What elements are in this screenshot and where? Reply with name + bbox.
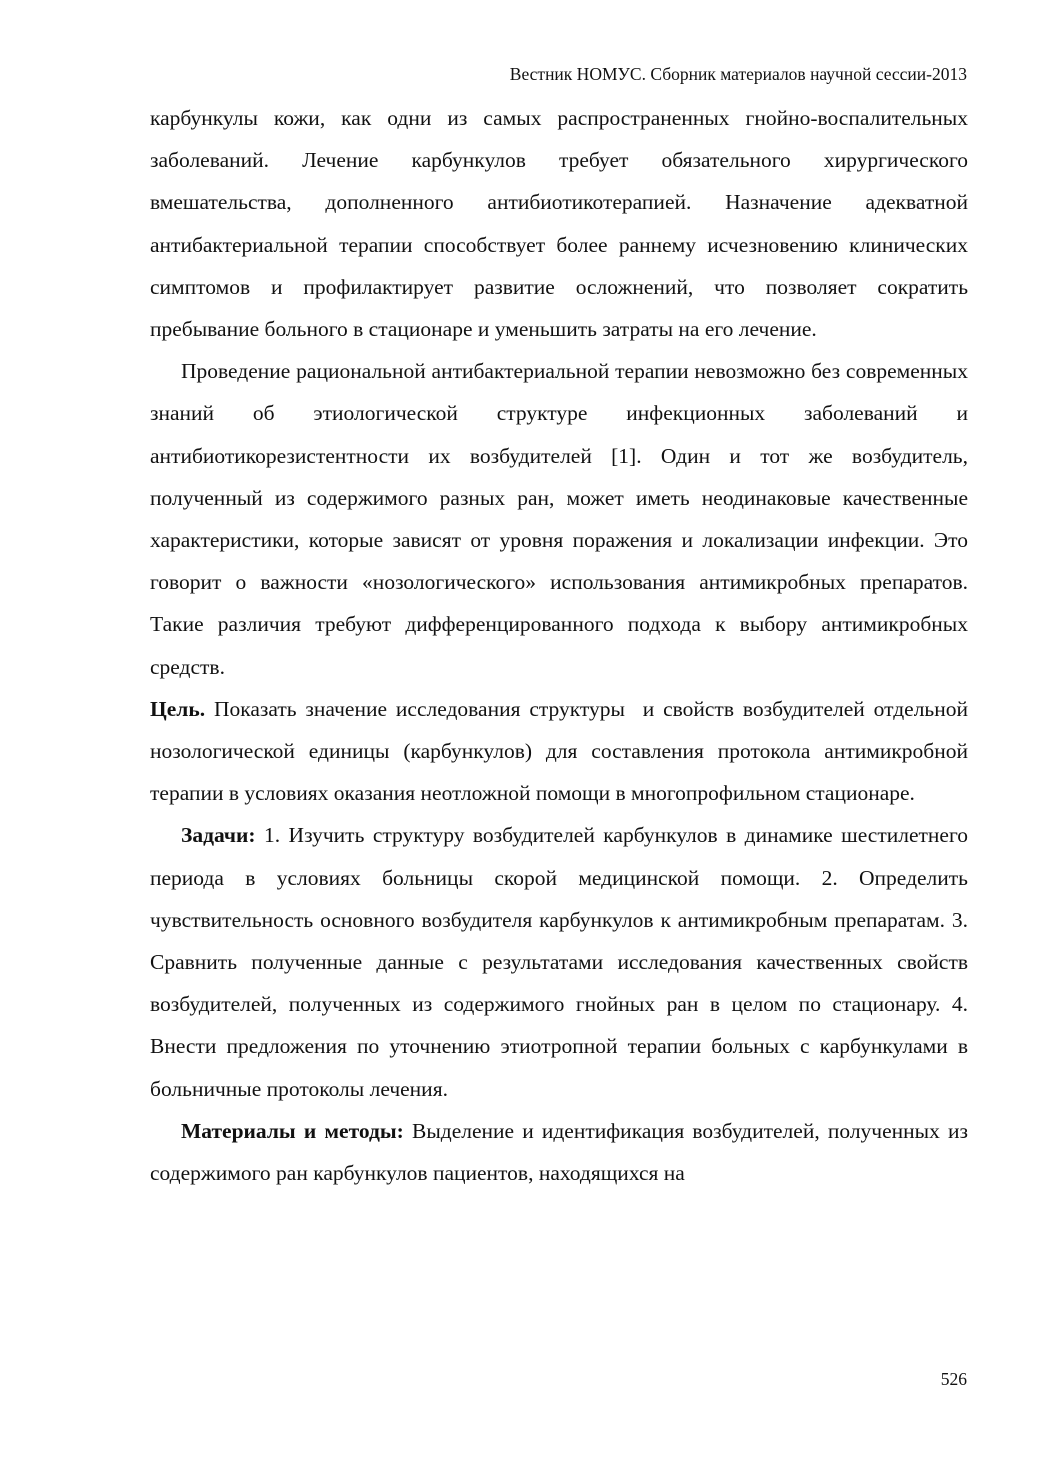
body-text (150, 97, 979, 1194)
methods-heading: Материалы и методы: (181, 1118, 404, 1143)
goal-heading: Цель. (150, 696, 206, 721)
paragraph-methods (150, 1110, 968, 1194)
page-number: 526 (940, 1369, 967, 1389)
paragraph-intro-continued (150, 97, 968, 350)
paragraph-tasks (150, 814, 968, 1109)
paragraph-text: 1. Изучить структуру возбудителей карбункулов в динамике шестилетнего периода в условиях больницы скорой медицинской помощи. 2. Определить чувствительность основного возбудителя карбункулов к антимикробным препаратам. 3. Сравнить полученные данные с результатами исследования качественных свойств возбудителей, полученных из содержимого гнойных ран в целом по стационару. 4. Внести предложения по уточнению этиотропной терапии больных с карбункулами в больничные протоколы лечения. (150, 823, 968, 1101)
tasks-heading: Задачи: (181, 823, 256, 848)
paragraph-rationale (150, 350, 968, 688)
paragraph-text: Показать значение исследования структуры и свойств возбудителей отдельной нозологической единицы (карбункулов) для составления протокола антимикробной терапии в условиях оказания неотложной помощи в многопрофильном стационаре. (150, 696, 979, 806)
paragraph-text: карбункулы кожи, как одни из самых распространенных гнойно-воспалительных заболеваний. Лечение карбункулов требует обязательного хирургического вмешательства, дополненного антибиотикотерапией. Назначение адекватной антибактериальной терапии способствует более раннему исчезновению клинических симптомов и профилактирует развитие осложнений, что позволяет сократить пребывание больного в стационаре и уменьшить затраты на его лечение. (150, 106, 968, 342)
paragraph-text: Выделение и идентификация возбудителей, полученных из содержимого ран карбункулов пациентов, находящихся на (150, 1118, 969, 1186)
paragraph-text: Проведение рациональной антибактериальной терапии невозможно без современных знаний об этиологической структуре инфекционных заболеваний и антибиотикорезистентности их возбудителей [1]. Один и тот же возбудитель, полученный из содержимого разных ран, может иметь неодинаковые качественные характеристики, которые зависят от уровня поражения и локализации инфекции. Это говорит о важности «нозологического» использования антимикробных препаратов. Такие различия требуют дифференцированного подхода к выбору антимикробных средств. (150, 359, 968, 679)
paragraph-goal (150, 688, 979, 815)
running-header: Вестник НОМУС. Сборник материалов научной сессии-2013 (509, 64, 967, 84)
